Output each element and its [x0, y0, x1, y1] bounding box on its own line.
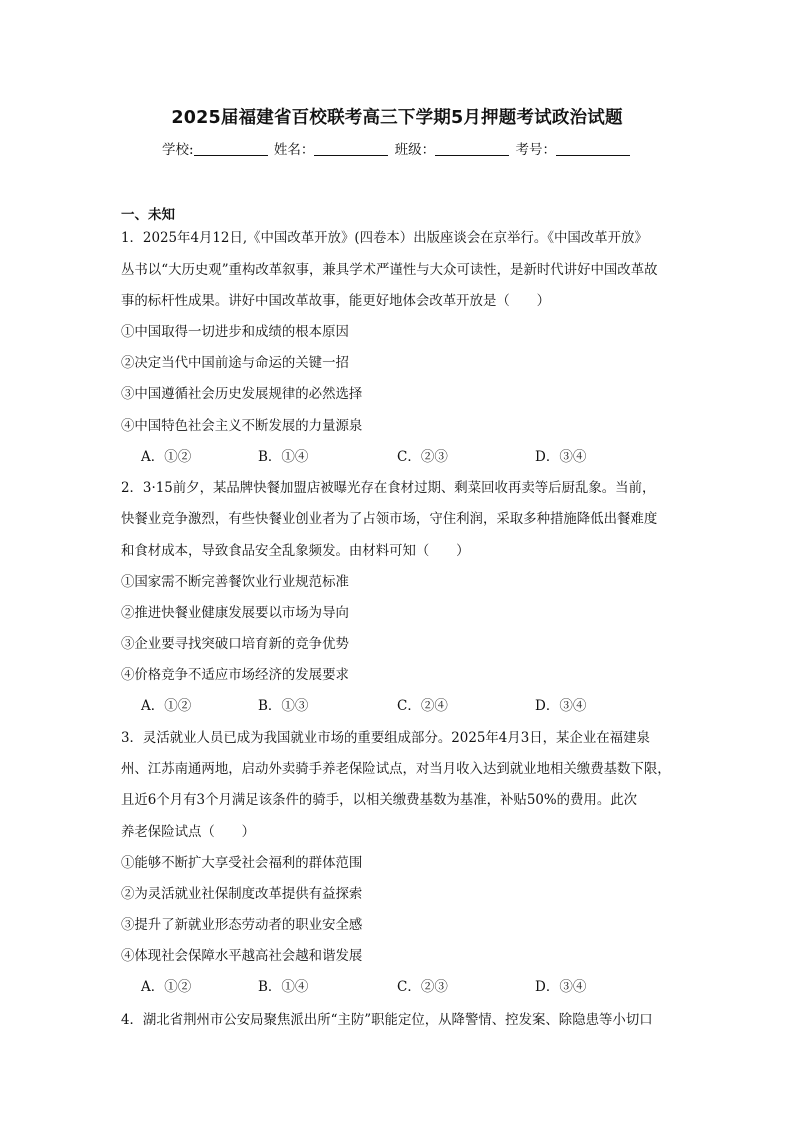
question-2-choice-a[interactable]: A．①② [141, 698, 192, 714]
question-3-choice-b[interactable]: B．①④ [258, 979, 309, 995]
name-blank[interactable] [314, 142, 388, 156]
question-2-option-4: ④价格竞争不适应市场经济的发展要求 [121, 667, 349, 683]
question-2-choice-c[interactable]: C．②④ [397, 698, 448, 714]
question-2-line-3: 和食材成本，导致食品安全乱象频发。由材料可知（ ） [121, 543, 470, 559]
question-3-line-3: 且近6个月有3个月满足该条件的骑手，以相关缴费基数为基准，补贴50%的费用。此次 [121, 792, 638, 808]
question-1-option-4: ④中国特色社会主义不断发展的力量源泉 [121, 418, 363, 434]
question-1-option-1: ①中国取得一切进步和成绩的根本原因 [121, 324, 349, 340]
name-label: 姓名： [273, 142, 315, 158]
class-blank[interactable] [435, 142, 509, 156]
number-blank[interactable] [556, 142, 630, 156]
question-3-option-3: ③提升了新就业形态劳动者的职业安全感 [121, 917, 363, 933]
question-2-option-1: ①国家需不断完善餐饮业行业规范标准 [121, 574, 349, 590]
question-1-choice-d[interactable]: D．③④ [535, 449, 587, 465]
student-info-row [0, 138, 794, 158]
question-2-line-1: 2．3·15前夕，某品牌快餐加盟店被曝光存在食材过期、剩菜回收再卖等后厨乱象。当前， [121, 480, 656, 496]
question-3-option-1: ①能够不断扩大享受社会福利的群体范围 [121, 855, 363, 871]
question-2-option-2: ②推进快餐业健康发展要以市场为导向 [121, 605, 349, 621]
question-2-option-3: ③企业要寻找突破口培育新的竞争优势 [121, 636, 349, 652]
question-1-option-3: ③中国遵循社会历史发展规律的必然选择 [121, 386, 363, 402]
question-1-line-1: 1．2025年4月12日,《中国改革开放》(四卷本）出版座谈会在京举行。《中国改革开放》 [121, 230, 648, 246]
question-3-choice-d[interactable]: D．③④ [535, 979, 587, 995]
page-title: 2025届福建省百校联考高三下学期5月押题考试政治试题 [171, 108, 623, 128]
question-2-choice-d[interactable]: D．③④ [535, 698, 587, 714]
question-1-choice-a[interactable]: A．①② [141, 449, 192, 465]
question-1-line-2: 丛书以“大历史观”重构改革叙事，兼具学术严谨性与大众可读性，是新时代讲好中国改革故 [121, 262, 658, 278]
class-label: 班级： [394, 142, 436, 158]
question-1-choice-b[interactable]: B．①④ [258, 449, 309, 465]
question-3-line-4: 养老保险试点（ ） [121, 824, 256, 840]
school-label: 学校: [162, 142, 194, 158]
question-2-choice-b[interactable]: B．①③ [258, 698, 309, 714]
number-label: 考号： [515, 142, 556, 158]
section-heading: 一、未知 [121, 207, 175, 223]
question-3-choice-c[interactable]: C．②③ [397, 979, 448, 995]
question-1-choice-c[interactable]: C．②③ [397, 449, 448, 465]
question-2-line-2: 快餐业竞争激烈，有些快餐业创业者为了占领市场，守住利润，采取多种措施降低出餐难度 [121, 511, 658, 527]
question-4-line-1: 4．湖北省荆州市公安局聚焦派出所“主防”职能定位，从降警情、控发案、除隐患等小切口 [121, 1012, 653, 1028]
question-3-option-2: ②为灵活就业社保制度改革提供有益探索 [121, 886, 363, 902]
school-blank[interactable] [194, 142, 268, 156]
question-3-choice-a[interactable]: A．①② [141, 979, 192, 995]
question-3-line-2: 州、江苏南通两地，启动外卖骑手养老保险试点，对当月收入达到就业地相关缴费基数下限， [121, 761, 671, 777]
question-3-line-1: 3．灵活就业人员已成为我国就业市场的重要组成部分。2025年4月3日，某企业在福建泉 [121, 730, 650, 746]
question-3-option-4: ④体现社会保障水平越高社会越和谐发展 [121, 948, 363, 964]
question-1-line-3: 事的标杆性成果。讲好中国改革故事，能更好地体会改革开放是（ ） [121, 293, 550, 309]
question-1-option-2: ②决定当代中国前途与命运的关键一招 [121, 355, 349, 371]
